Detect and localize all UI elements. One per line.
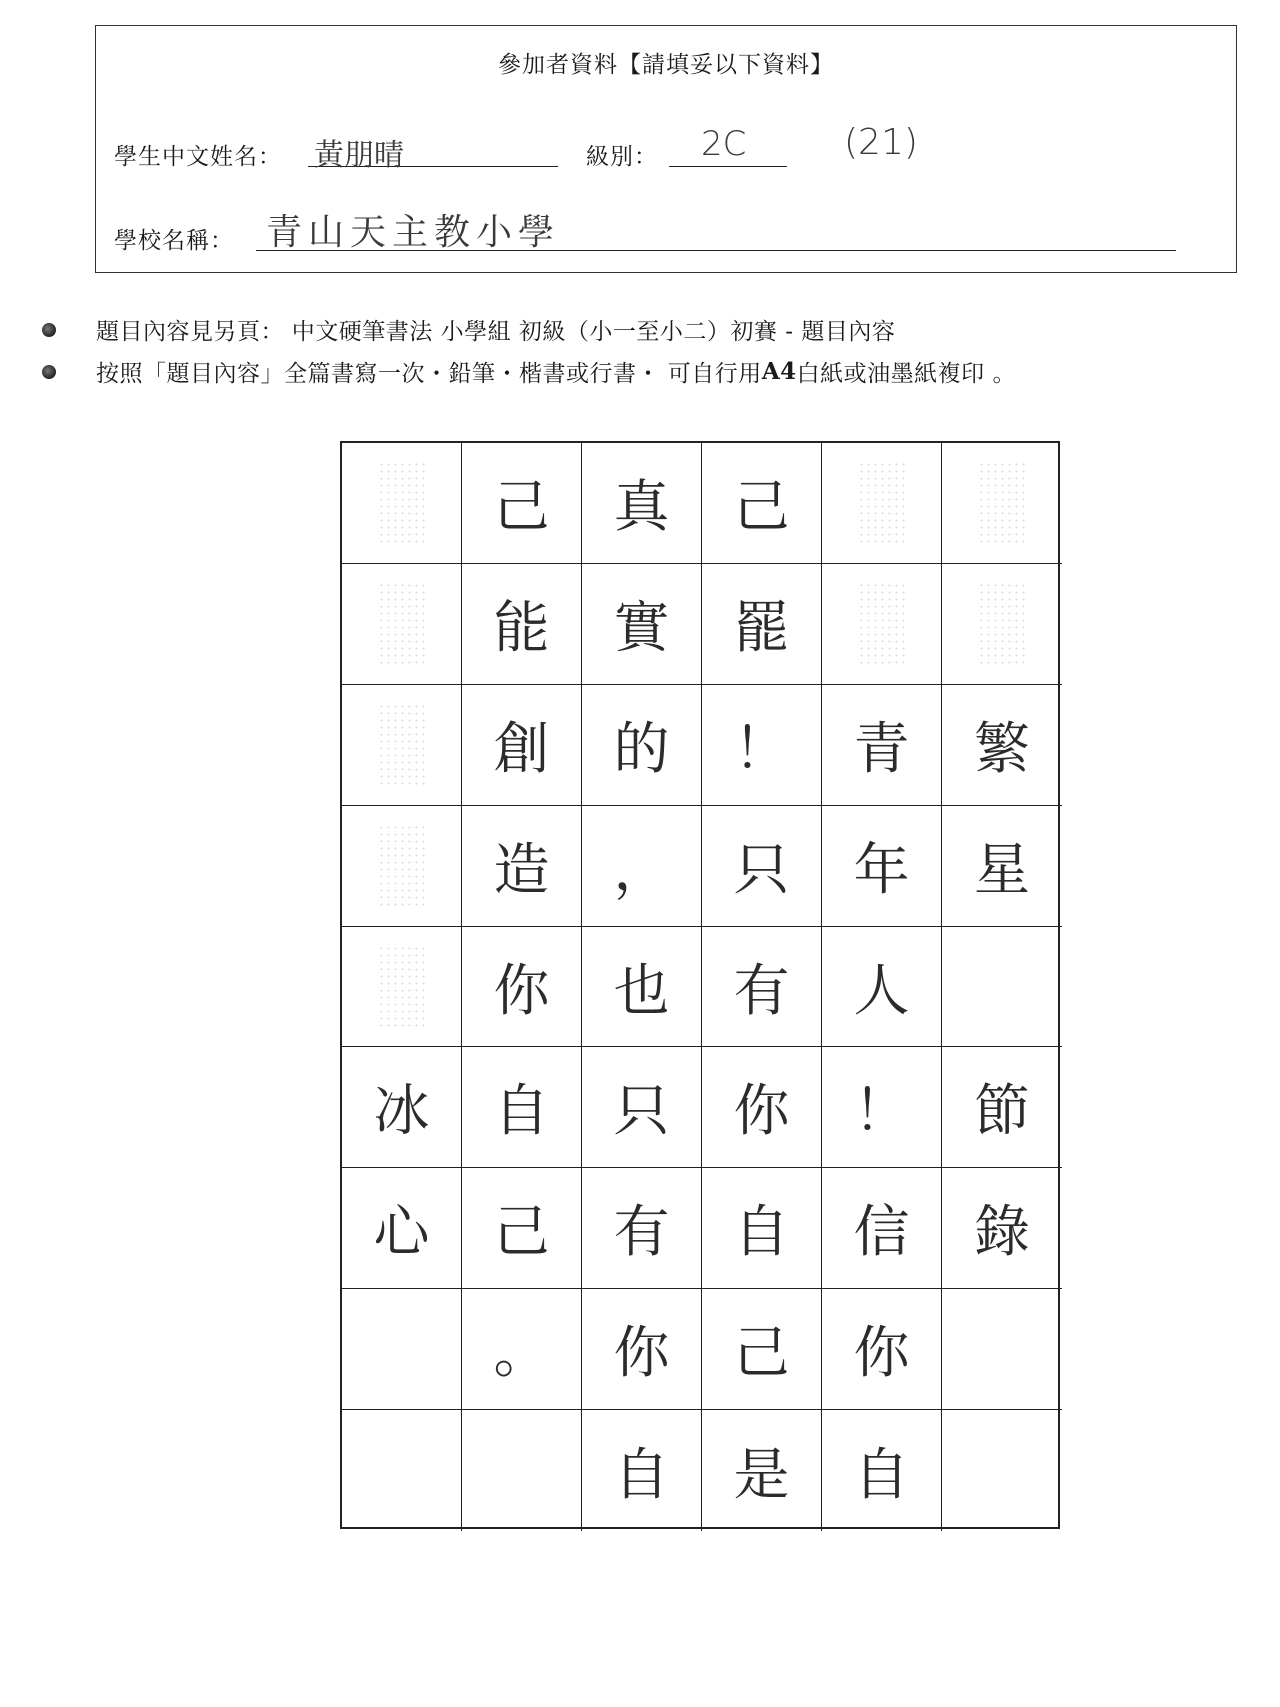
grid-cell bbox=[342, 806, 462, 927]
grid-cell: 心 bbox=[342, 1168, 462, 1289]
instruction-text-2b: 白紙或油墨紙複印 。 bbox=[796, 361, 1016, 387]
grid-cell bbox=[822, 443, 942, 564]
grid-cell: 有 bbox=[702, 927, 822, 1048]
instruction-line-2 bbox=[42, 355, 1016, 388]
grid-cell: 是 bbox=[702, 1410, 822, 1531]
grid-cell: 冰 bbox=[342, 1047, 462, 1168]
grid-cell: 創 bbox=[462, 685, 582, 806]
grid-cell: 自 bbox=[822, 1410, 942, 1531]
grid-cell: 星 bbox=[942, 806, 1062, 927]
grid-cell: 有 bbox=[582, 1168, 702, 1289]
grid-cell: 錄 bbox=[942, 1168, 1062, 1289]
instruction-text-1: 題目內容見另頁： 中文硬筆書法 小學組 初級（小一至小二）初賽 - 題目內容 bbox=[96, 319, 896, 345]
grid-cell bbox=[462, 1410, 582, 1531]
grid-cell: 。 bbox=[462, 1289, 582, 1410]
grid-cell: 繁 bbox=[942, 685, 1062, 806]
grid-cell: 己 bbox=[462, 443, 582, 564]
grid-cell bbox=[942, 1289, 1062, 1410]
instruction-line-1 bbox=[42, 313, 895, 346]
grid-cell: 真 bbox=[582, 443, 702, 564]
grid-cell bbox=[942, 1410, 1062, 1531]
grid-cell: 年 bbox=[822, 806, 942, 927]
class-label: 級別： bbox=[586, 144, 658, 170]
name-value: 黃朋晴 bbox=[314, 138, 404, 173]
instruction-text-2a: 按照「題目內容」全篇書寫一次・鉛筆・楷書或行書・ 可自行用 bbox=[96, 361, 762, 387]
bullet-icon bbox=[42, 323, 56, 337]
grid-cell: 也 bbox=[582, 927, 702, 1048]
grid-cell: 己 bbox=[702, 443, 822, 564]
name-label: 學生中文姓名： bbox=[114, 144, 282, 170]
school-value: 青山天主教小學 bbox=[266, 212, 561, 253]
grid-cell: 實 bbox=[582, 564, 702, 685]
grid-cell bbox=[342, 443, 462, 564]
grid-cell bbox=[942, 564, 1062, 685]
grid-cell: 青 bbox=[822, 685, 942, 806]
grid-cell: 能 bbox=[462, 564, 582, 685]
grid-cell: ， bbox=[582, 806, 702, 927]
school-label: 學校名稱： bbox=[114, 228, 234, 254]
grid-cell bbox=[822, 564, 942, 685]
grid-cell: 你 bbox=[702, 1047, 822, 1168]
grid-cell: 己 bbox=[702, 1289, 822, 1410]
grid-cell: 只 bbox=[702, 806, 822, 927]
grid-cell: 罷 bbox=[702, 564, 822, 685]
grid-cell bbox=[342, 1289, 462, 1410]
class-number: (21) bbox=[844, 122, 918, 163]
grid-cell: 自 bbox=[702, 1168, 822, 1289]
grid-cell: 信 bbox=[822, 1168, 942, 1289]
grid-cell bbox=[342, 685, 462, 806]
participant-info-box bbox=[95, 25, 1237, 273]
grid-cell: 你 bbox=[822, 1289, 942, 1410]
grid-cell: 只 bbox=[582, 1047, 702, 1168]
info-box-title: 參加者資料【請填妥以下資料】 bbox=[498, 52, 834, 78]
grid-cell: 自 bbox=[582, 1410, 702, 1531]
grid-cell: 自 bbox=[462, 1047, 582, 1168]
grid-cell: 己 bbox=[462, 1168, 582, 1289]
grid-cell bbox=[942, 443, 1062, 564]
grid-cell: 你 bbox=[582, 1289, 702, 1410]
grid-cell: 人 bbox=[822, 927, 942, 1048]
grid-cell: 的 bbox=[582, 685, 702, 806]
grid-cell: 節 bbox=[942, 1047, 1062, 1168]
class-underline bbox=[669, 166, 787, 167]
grid-cell bbox=[342, 1410, 462, 1531]
grid-cell: 造 bbox=[462, 806, 582, 927]
writing-grid bbox=[340, 441, 1060, 1529]
grid-cell: ！ bbox=[702, 685, 822, 806]
instruction-text-2-bold: A4 bbox=[761, 358, 797, 385]
class-value: 2C bbox=[701, 124, 747, 164]
grid-cell: 你 bbox=[462, 927, 582, 1048]
bullet-icon bbox=[42, 365, 56, 379]
grid-cell bbox=[342, 927, 462, 1048]
grid-cell bbox=[342, 564, 462, 685]
grid-cell bbox=[942, 927, 1062, 1048]
grid-cell: ！ bbox=[822, 1047, 942, 1168]
